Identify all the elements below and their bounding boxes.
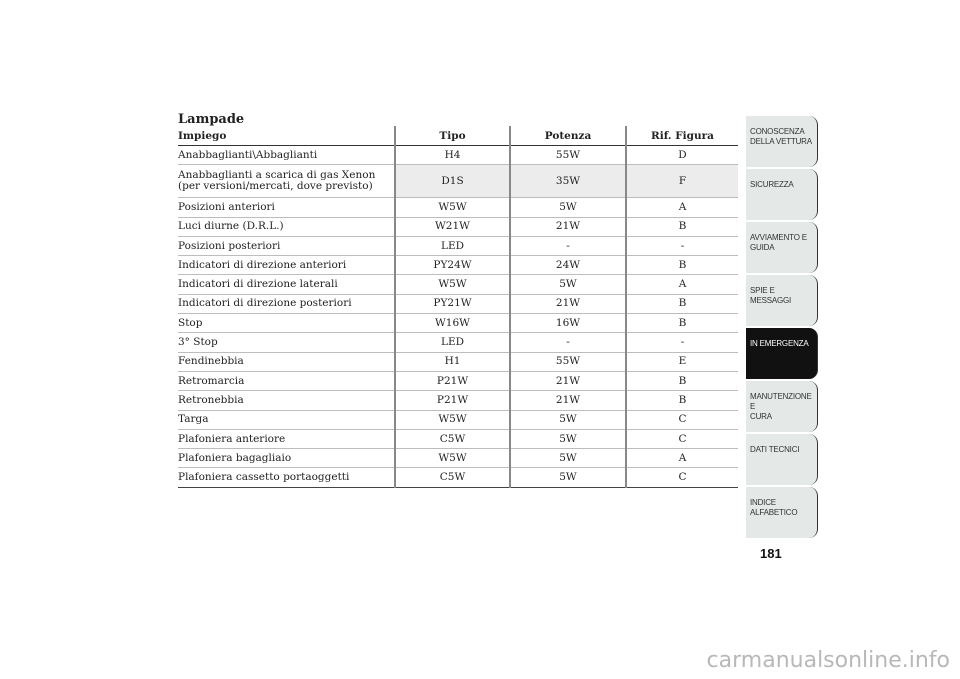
cell-rif-figura: B: [626, 371, 738, 390]
cell-potenza: 5W: [510, 275, 626, 294]
cell-rif-figura: A: [626, 198, 738, 217]
table-row: [178, 217, 738, 236]
cell-tipo: W5W: [395, 198, 510, 217]
table-row: [178, 371, 738, 390]
cell-impiego: Posizioni posteriori: [178, 236, 395, 255]
cell-rif-figura: B: [626, 391, 738, 410]
cell-rif-figura: D: [626, 146, 738, 165]
table-row: [178, 410, 738, 429]
chapter-tab-conoscenza-della-vettura[interactable]: CONOSCENZA DELLA VETTURA: [746, 116, 818, 167]
chapter-tab-indice-alfabetico[interactable]: INDICE ALFABETICO: [746, 487, 818, 538]
cell-impiego: Plafoniera anteriore: [178, 429, 395, 448]
cell-impiego: 3° Stop: [178, 333, 395, 352]
cell-rif-figura: -: [626, 333, 738, 352]
cell-rif-figura: B: [626, 294, 738, 313]
cell-potenza: 5W: [510, 449, 626, 468]
chapter-tab-spie-e-messaggi[interactable]: SPIE E MESSAGGI: [746, 275, 818, 326]
cell-tipo: P21W: [395, 391, 510, 410]
cell-potenza: 21W: [510, 391, 626, 410]
chapter-tabs: [746, 116, 818, 540]
cell-tipo: PY24W: [395, 256, 510, 275]
table-row: [178, 198, 738, 217]
table-row: [178, 333, 738, 352]
table-row: [178, 314, 738, 333]
cell-rif-figura: E: [626, 352, 738, 371]
cell-impiego: Indicatori di direzione posteriori: [178, 294, 395, 313]
chapter-tab-in-emergenza[interactable]: IN EMERGENZA: [746, 328, 818, 379]
table-row: [178, 352, 738, 371]
cell-impiego: Indicatori di direzione laterali: [178, 275, 395, 294]
cell-tipo: P21W: [395, 371, 510, 390]
cell-impiego: Retronebbia: [178, 391, 395, 410]
cell-rif-figura: C: [626, 468, 738, 487]
table-row: [178, 468, 738, 487]
cell-potenza: 5W: [510, 198, 626, 217]
cell-tipo: PY21W: [395, 294, 510, 313]
cell-potenza: -: [510, 236, 626, 255]
cell-rif-figura: A: [626, 275, 738, 294]
cell-potenza: 24W: [510, 256, 626, 275]
cell-impiego: Plafoniera cassetto portaoggetti: [178, 468, 395, 487]
cell-tipo: LED: [395, 333, 510, 352]
cell-impiego: Luci diurne (D.R.L.): [178, 217, 395, 236]
page-number: 181: [760, 546, 782, 561]
cell-potenza: -: [510, 333, 626, 352]
table-body: [178, 146, 738, 488]
cell-potenza: 16W: [510, 314, 626, 333]
table-row: [178, 256, 738, 275]
chapter-tab-sicurezza[interactable]: SICUREZZA: [746, 169, 818, 220]
cell-potenza: 5W: [510, 468, 626, 487]
cell-tipo: W5W: [395, 410, 510, 429]
cell-tipo: W5W: [395, 275, 510, 294]
cell-potenza: 55W: [510, 352, 626, 371]
table-row: [178, 429, 738, 448]
table-row: [178, 275, 738, 294]
cell-tipo: C5W: [395, 429, 510, 448]
cell-tipo: H4: [395, 146, 510, 165]
table-row: [178, 391, 738, 410]
cell-tipo: C5W: [395, 468, 510, 487]
cell-rif-figura: B: [626, 217, 738, 236]
cell-tipo: W5W: [395, 449, 510, 468]
cell-rif-figura: C: [626, 410, 738, 429]
cell-potenza: 21W: [510, 294, 626, 313]
cell-rif-figura: F: [626, 165, 738, 198]
cell-rif-figura: B: [626, 256, 738, 275]
cell-rif-figura: A: [626, 449, 738, 468]
header-potenza: Potenza: [510, 126, 626, 146]
watermark: carmanualsonline.info: [706, 648, 950, 673]
cell-potenza: 5W: [510, 429, 626, 448]
cell-tipo: W21W: [395, 217, 510, 236]
table-row: [178, 449, 738, 468]
header-rif-figura: Rif. Figura: [626, 126, 738, 146]
cell-tipo: H1: [395, 352, 510, 371]
cell-tipo: D1S: [395, 165, 510, 198]
cell-impiego: Anabbaglianti\Abbaglianti: [178, 146, 395, 165]
cell-impiego: Retromarcia: [178, 371, 395, 390]
cell-potenza: 21W: [510, 371, 626, 390]
section-title: Lampade: [178, 112, 245, 127]
cell-impiego: Posizioni anteriori: [178, 198, 395, 217]
chapter-tab-manutenzione-e-cura[interactable]: MANUTENZIONE E CURA: [746, 381, 818, 432]
cell-tipo: W16W: [395, 314, 510, 333]
cell-impiego: Indicatori di direzione anteriori: [178, 256, 395, 275]
header-impiego: Impiego: [178, 126, 395, 146]
cell-impiego: Anabbaglianti a scarica di gas Xenon (per versioni/mercati, dove previsto): [178, 165, 395, 198]
table-row: [178, 294, 738, 313]
cell-rif-figura: B: [626, 314, 738, 333]
chapter-tab-dati-tecnici[interactable]: DATI TECNICI: [746, 434, 818, 485]
cell-tipo: LED: [395, 236, 510, 255]
cell-potenza: 55W: [510, 146, 626, 165]
chapter-tab-avviamento-e-guida[interactable]: AVVIAMENTO E GUIDA: [746, 222, 818, 273]
table-row: [178, 236, 738, 255]
cell-impiego: Targa: [178, 410, 395, 429]
table-row: [178, 146, 738, 165]
cell-impiego: Stop: [178, 314, 395, 333]
cell-rif-figura: C: [626, 429, 738, 448]
cell-potenza: 35W: [510, 165, 626, 198]
table-row: [178, 165, 738, 198]
lamp-table: [178, 126, 738, 488]
cell-impiego: Plafoniera bagagliaio: [178, 449, 395, 468]
table-header-row: [178, 126, 738, 146]
cell-potenza: 21W: [510, 217, 626, 236]
cell-impiego: Fendinebbia: [178, 352, 395, 371]
cell-rif-figura: -: [626, 236, 738, 255]
header-tipo: Tipo: [395, 126, 510, 146]
cell-potenza: 5W: [510, 410, 626, 429]
